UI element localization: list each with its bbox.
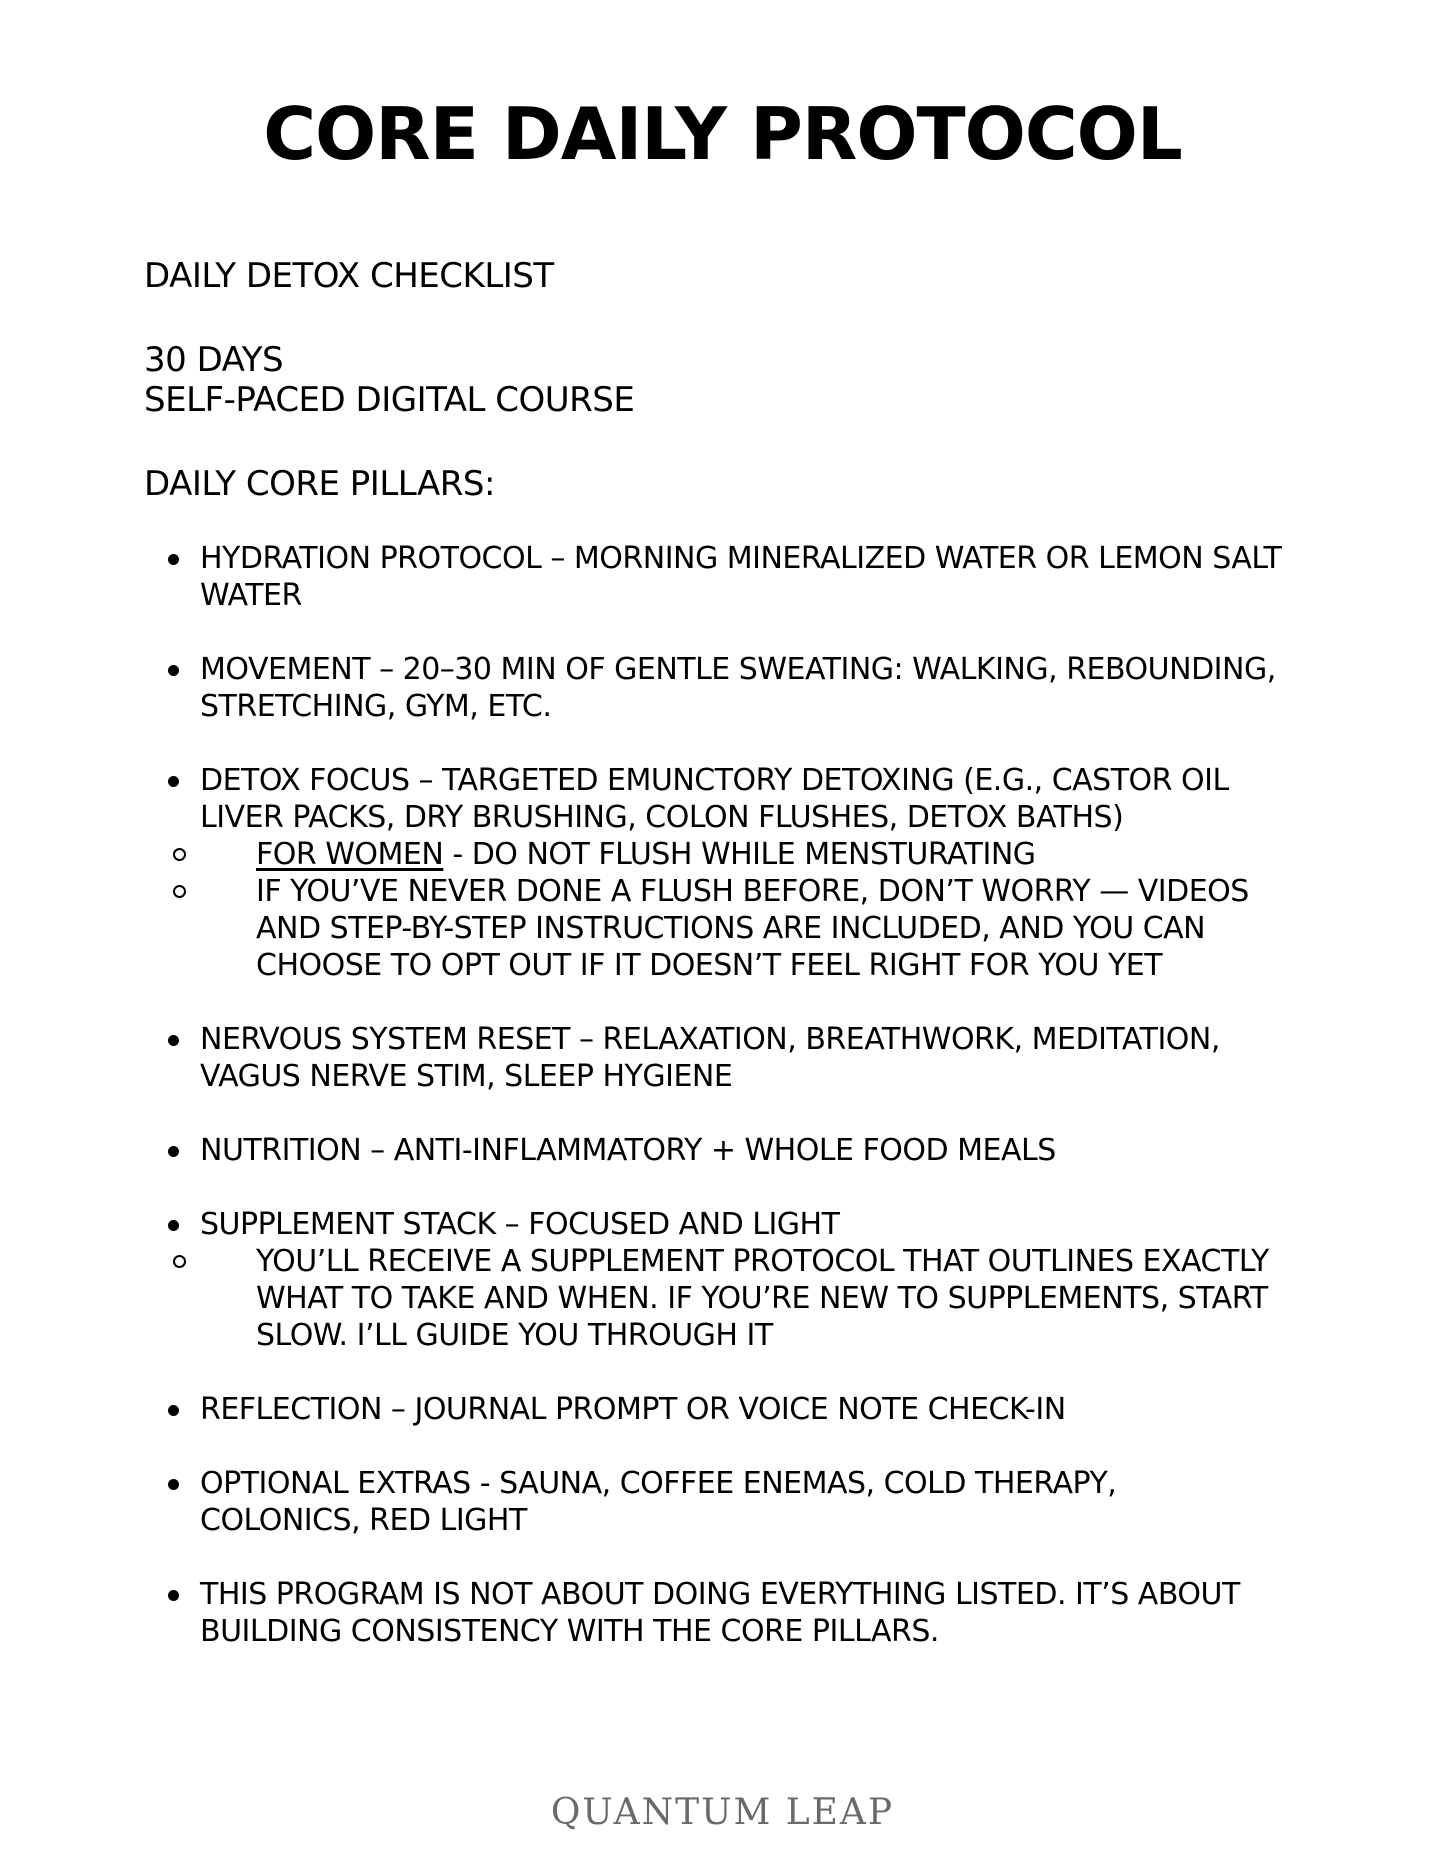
sub-item-text: - DO NOT FLUSH WHILE MENSTURATING	[443, 837, 1036, 872]
checklist-heading: DAILY DETOX CHECKLIST	[144, 256, 554, 296]
pillar-item	[144, 1132, 1284, 1169]
pillar-item	[144, 1391, 1284, 1428]
pillar-sub-item	[200, 873, 1284, 984]
document-body	[144, 256, 1284, 1687]
course-info	[144, 340, 1284, 420]
pillar-text: NERVOUS SYSTEM RESET – RELAXATION, BREATHWORK, MEDITATION, VAGUS NERVE STIM, SLEEP HYGIENE	[200, 1022, 1220, 1094]
pillar-text: MOVEMENT – 20–30 MIN OF GENTLE SWEATING: WALKING, REBOUNDING, STRETCHING, GYM, ETC.	[200, 652, 1276, 724]
bullet-icon	[168, 1035, 179, 1046]
bullet-icon	[168, 554, 179, 565]
pillar-sub-list	[200, 1243, 1284, 1354]
bullet-icon	[168, 776, 179, 787]
pillars-heading: DAILY CORE PILLARS:	[144, 464, 495, 504]
bullet-icon	[168, 1220, 179, 1231]
sub-item-text: YOU’LL RECEIVE A SUPPLEMENT PROTOCOL THAT OUTLINES EXACTLY WHAT TO TAKE AND WHEN. IF YOU’RE NEW TO SUPPLEMENTS, START SLOW. I’LL GUIDE YOU THROUGH IT	[256, 1244, 1269, 1353]
bullet-icon	[168, 665, 179, 676]
pillar-text: REFLECTION – JOURNAL PROMPT OR VOICE NOTE CHECK-IN	[200, 1392, 1066, 1427]
pillar-sub-item	[200, 836, 1284, 873]
pillar-text: HYDRATION PROTOCOL – MORNING MINERALIZED WATER OR LEMON SALT WATER	[200, 541, 1282, 613]
pillar-text: NUTRITION – ANTI-INFLAMMATORY + WHOLE FOOD MEALS	[200, 1133, 1056, 1168]
bullet-icon	[168, 1405, 179, 1416]
sub-item-text: IF YOU’VE NEVER DONE A FLUSH BEFORE, DON’T WORRY — VIDEOS AND STEP-BY-STEP INSTRUCTIONS ARE INCLUDED, AND YOU CAN CHOOSE TO OPT OUT IF IT DOESN’T FEEL RIGHT FOR YOU YET	[256, 874, 1249, 983]
course-format: SELF-PACED DIGITAL COURSE	[144, 380, 635, 420]
page-title: CORE DAILY PROTOCOL	[263, 92, 1182, 176]
pillar-text: THIS PROGRAM IS NOT ABOUT DOING EVERYTHING LISTED. IT’S ABOUT BUILDING CONSISTENCY WITH THE CORE PILLARS.	[200, 1577, 1240, 1649]
pillar-item	[144, 1576, 1284, 1650]
bullet-icon	[168, 1479, 179, 1490]
pillar-item	[144, 540, 1284, 614]
pillar-item	[144, 762, 1284, 984]
pillar-text: DETOX FOCUS – TARGETED EMUNCTORY DETOXING (E.G., CASTOR OIL LIVER PACKS, DRY BRUSHING, COLON FLUSHES, DETOX BATHS)	[200, 763, 1229, 835]
bullet-icon	[168, 1146, 179, 1157]
pillar-text: OPTIONAL EXTRAS - SAUNA, COFFEE ENEMAS, COLD THERAPY, COLONICS, RED LIGHT	[200, 1466, 1117, 1538]
pillar-sub-item	[200, 1243, 1284, 1354]
course-duration: 30 DAYS	[144, 340, 284, 380]
pillar-item	[144, 651, 1284, 725]
pillar-item	[144, 1465, 1284, 1539]
brand-footer: QUANTUM LEAP	[550, 1792, 895, 1833]
circle-bullet-icon	[173, 885, 186, 898]
pillar-sub-list	[200, 836, 1284, 984]
bullet-icon	[168, 1590, 179, 1601]
pillar-item	[144, 1206, 1284, 1354]
sub-item-emphasis: FOR WOMEN	[256, 837, 444, 872]
circle-bullet-icon	[173, 1255, 186, 1268]
pillar-text: SUPPLEMENT STACK – FOCUSED AND LIGHT	[200, 1207, 840, 1242]
pillars-list	[144, 540, 1284, 1650]
pillar-item	[144, 1021, 1284, 1095]
circle-bullet-icon	[173, 848, 186, 861]
